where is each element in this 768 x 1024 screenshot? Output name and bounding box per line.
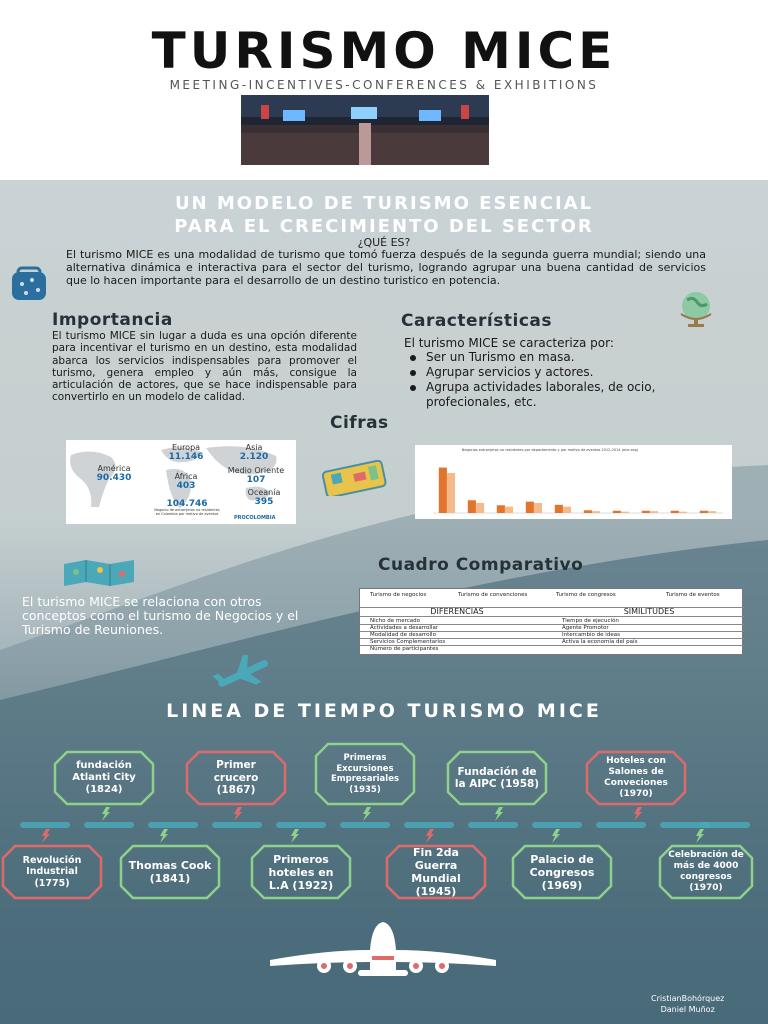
comparativo-title: Cuadro Comparativo — [378, 555, 584, 575]
table-cell: Número de participantes — [370, 646, 439, 652]
timeline-segment — [276, 822, 326, 828]
lightning-icon — [495, 807, 503, 821]
timeline-event-label: fundación Atlanti City (1824) — [72, 760, 136, 795]
table-cell: Activa la economía del país — [562, 639, 638, 645]
table-cell: Intercambio de ideas — [562, 632, 620, 638]
timeline-segment — [84, 822, 134, 828]
region-oceania: Oceanía 395 — [247, 488, 281, 507]
region-america: América 90.430 — [96, 464, 132, 483]
table-cell: Actividades a desarrollar — [370, 625, 439, 631]
region-medio-oriente: Medio Oriente 107 — [227, 466, 285, 485]
importancia-title: Importancia — [52, 310, 173, 330]
poster-header — [0, 0, 768, 180]
lightning-icon — [291, 829, 299, 843]
section-title-line1: UN MODELO DE TURISMO ESENCIAL — [174, 193, 594, 214]
similitudes-header: SIMILITUDES — [623, 607, 675, 616]
credits — [651, 993, 724, 1015]
intro-text: El turismo MICE es una modalidad de turismo que tomó fuerza después de la segunda guerra mundial; siendo una alternativa dinámica e interactiva para el sector del turismo, logrando agrupar una buena cantidad de servicios que lo hacen importante para el desarrollo de un destino turistico en potencia. — [66, 248, 706, 287]
timeline-segment — [148, 822, 198, 828]
comparativo-text: El turismo MICE se relaciona con otros conceptos como el turismo de Negocios y el Turismo de Reuniones. — [22, 594, 299, 637]
region-asia: Asia 2.120 — [239, 443, 269, 462]
table-cell: Modalidad de desarrollo — [370, 632, 436, 638]
large-airplane-icon — [266, 920, 500, 982]
table-cell: Tiempo de ejecución — [562, 618, 619, 624]
timeline-segment — [596, 822, 646, 828]
caracteristicas-item: Ser un Turismo en masa. — [408, 350, 728, 365]
region-africa: África 403 — [174, 472, 198, 491]
table-header-cell: Turismo de convenciones — [458, 592, 528, 598]
lightning-icon — [552, 829, 560, 843]
lightning-icon — [102, 807, 110, 821]
caracteristicas-item: Agrupa actividades laborales, de ocio, profecionales, etc. — [408, 380, 728, 410]
timeline-event-label: Primeras Excursiones Empresariales (1935) — [330, 753, 400, 795]
lightning-icon — [634, 807, 642, 821]
diferencias-header: DIFERENCIAS — [430, 607, 484, 616]
main-subtitle: MEETING-INCENTIVES-CONFERENCES & EXHIBITIONS — [169, 78, 599, 92]
timeline-segment — [404, 822, 454, 828]
timeline-event-label: Celebración de más de 4000 congresos (1970) — [668, 850, 744, 893]
table-header-cell: Turismo de negocios — [370, 592, 427, 598]
lightning-icon — [160, 829, 168, 843]
timeline-event-label: Fin 2da Guerra Mundial (1945) — [411, 846, 461, 898]
credit-author-2: Daniel Muñoz — [660, 1005, 715, 1014]
table-header-cell: Turismo de congresos — [556, 592, 616, 598]
timeline-event-label: Fundación de la AIPC (1958) — [454, 765, 540, 790]
timeline-graphic — [0, 180, 768, 1024]
region-europa: Europa 11.146 — [168, 443, 204, 462]
table-header-cell: Turismo de eventos — [666, 592, 720, 598]
map-footnote: Negocio de extranjeros no residentes en Colombia por motivo de eventos — [154, 508, 220, 516]
caracteristicas-item: Agrupar servicios y actores. — [408, 365, 728, 380]
timeline-segment — [468, 822, 518, 828]
timeline-segment — [532, 822, 582, 828]
bar-chart-title: Negocios extranjeros no residentes por departamento y por motivo de eventos 2012-2014 (ene-sep) — [461, 448, 639, 452]
caracteristicas-title: Características — [401, 311, 552, 331]
timeline-event-label: Primeros hoteles en L.A (1922) — [268, 852, 334, 892]
timeline-event-label: Hoteles con Salones de Conveciones (1970) — [604, 756, 668, 799]
timeline-segment — [212, 822, 262, 828]
timeline-title: LINEA DE TIEMPO TURISMO MICE — [166, 700, 602, 722]
importancia-text: El turismo MICE sin lugar a duda es una opción diferente para incentivar el turismo en un destino, esta modalidad abarca los servicios indispensables para promover el turismo, genera empleo y aún más, consigue la articulación de actores, que se hace indispensable para convertirlo en un modelo de calidad. — [52, 330, 357, 404]
poster-body — [0, 180, 768, 1024]
timeline-segment — [20, 822, 70, 828]
table-cell: Servicios Complementarios — [370, 639, 446, 645]
timeline-segment — [700, 822, 750, 828]
main-title: TURISMO MICE — [151, 22, 617, 80]
timeline-segment — [340, 822, 390, 828]
map-total: 104.746 — [166, 499, 208, 509]
procolombia-logo: PROCOLOMBIA — [234, 515, 276, 521]
conference-hall-photo — [241, 95, 489, 165]
caracteristicas-intro: El turismo MICE se caracteriza por: — [404, 336, 614, 350]
credit-author-1: CristianBohórquez — [651, 994, 725, 1003]
lightning-icon — [234, 807, 242, 821]
lightning-icon — [42, 829, 50, 843]
table-cell: Nicho de mercado — [370, 618, 421, 624]
lightning-icon — [696, 829, 704, 843]
timeline-event-label: Revolución Industrial (1775) — [22, 854, 82, 889]
timeline-event-label: Primer crucero (1867) — [213, 759, 259, 796]
section-title-line2: PARA EL CRECIMIENTO DEL SECTOR — [174, 216, 594, 237]
que-es-heading: ¿QUÉ ES? — [357, 236, 411, 249]
conference-hall-illustration — [241, 95, 489, 165]
lightning-icon — [363, 807, 371, 821]
timeline-event-label: Palacio de Congresos (1969) — [529, 852, 595, 892]
timeline-event-label: Thomas Cook (1841) — [128, 859, 212, 885]
cifras-title: Cifras — [330, 413, 389, 433]
lightning-icon — [426, 829, 434, 843]
table-cell: Agente Promotor — [562, 625, 609, 631]
